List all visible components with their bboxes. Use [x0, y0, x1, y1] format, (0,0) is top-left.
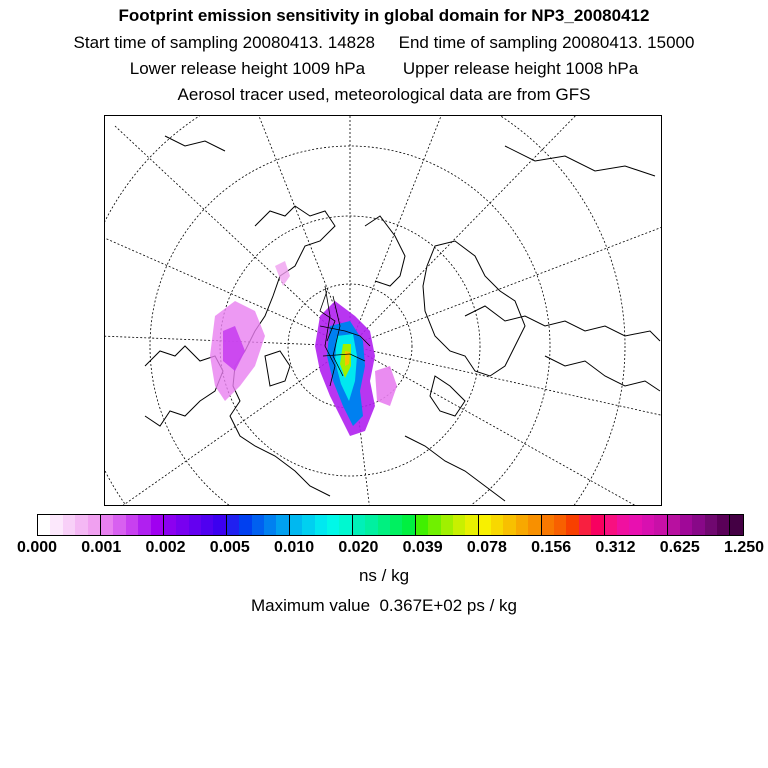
colorbar-swatch [189, 515, 201, 535]
colorbar-swatch [290, 515, 302, 535]
colorbar-swatch [302, 515, 314, 535]
colorbar-tick-label: 1.250 [723, 539, 765, 556]
colorbar-swatch [491, 515, 503, 535]
coast-atlantic [405, 436, 505, 501]
colorbar-tick-label: 0.020 [338, 539, 379, 556]
colorbar-swatch [465, 515, 478, 535]
colorbar-tick-label: 0.000 [16, 539, 58, 556]
colorbar-swatch [441, 515, 453, 535]
colorbar-swatch [453, 515, 465, 535]
colorbar-tick-label: 0.039 [402, 539, 443, 556]
colorbar-swatch [164, 515, 176, 535]
colorbar-swatch [252, 515, 264, 535]
colorbar-swatch [503, 515, 515, 535]
colorbar-swatch [327, 515, 339, 535]
colorbar-swatch [239, 515, 251, 535]
colorbar-swatch [126, 515, 138, 535]
colorbar-swatch [101, 515, 113, 535]
polar-map [105, 116, 661, 505]
colorbar-swatch [315, 515, 327, 535]
colorbar-swatch [276, 515, 289, 535]
colorbar-swatch [339, 515, 352, 535]
max-value-label: Maximum value 0.367E+02 ps / kg [251, 596, 517, 615]
colorbar-swatch [730, 515, 742, 535]
colorbar-swatch [717, 515, 730, 535]
colorbar-swatch [668, 515, 680, 535]
plume-east [375, 366, 397, 406]
colorbar-swatch [428, 515, 440, 535]
colorbar-swatch [151, 515, 164, 535]
colorbar-swatch [479, 515, 491, 535]
colorbar-swatch [416, 515, 428, 535]
colorbar-swatch [680, 515, 692, 535]
coast-alaska [505, 146, 655, 176]
latitude-circles [105, 116, 625, 505]
colorbar-tick-label: 0.156 [531, 539, 572, 556]
colorbar-swatch [402, 515, 415, 535]
coast-siberia [165, 136, 225, 151]
meridian [350, 226, 661, 346]
colorbar-swatch [88, 515, 101, 535]
meridian [350, 116, 585, 346]
meridians [105, 116, 661, 505]
meridian [350, 116, 445, 346]
colorbar-swatch [542, 515, 554, 535]
colorbar-swatch [705, 515, 717, 535]
colorbar-swatch [516, 515, 528, 535]
colorbar-swatch [227, 515, 239, 535]
colorbar-swatch [654, 515, 667, 535]
colorbar-swatch [138, 515, 150, 535]
colorbar-swatch [50, 515, 62, 535]
colorbar-tick-label: 0.010 [274, 539, 315, 556]
chart-title: Footprint emission sensitivity in global domain for NP3_20080412 [118, 6, 650, 25]
colorbar-tick-label: 0.078 [466, 539, 507, 556]
colorbar-swatch [566, 515, 578, 535]
colorbar-swatch [378, 515, 390, 535]
colorbar-swatch [605, 515, 617, 535]
plume-northwest [275, 261, 290, 286]
colorbar-tick-label: 0.005 [209, 539, 250, 556]
colorbar-swatch [554, 515, 566, 535]
colorbar-swatch [213, 515, 226, 535]
colorbar-swatch [629, 515, 641, 535]
colorbar [37, 514, 744, 536]
colorbar-swatch [75, 515, 87, 535]
units-label: ns / kg [358, 566, 410, 585]
colorbar-swatch [365, 515, 377, 535]
colorbar-swatch [591, 515, 604, 535]
map-panel [104, 115, 662, 506]
colorbar-swatch [617, 515, 629, 535]
colorbar-swatch [176, 515, 188, 535]
coast-iceland [430, 376, 465, 416]
coast-greenland [423, 241, 525, 376]
colorbar-swatch [528, 515, 541, 535]
footprint-plume [210, 261, 397, 436]
colorbar-tick-label: 0.001 [81, 539, 122, 556]
colorbar-swatch [38, 515, 50, 535]
release-height-line: Lower release height 1009 hPa Upper release height 1008 hPa [129, 59, 639, 78]
colorbar-swatch [201, 515, 213, 535]
coast-svalbard [365, 216, 405, 286]
colorbar-swatch [390, 515, 402, 535]
colorbar-tick-label: 0.625 [659, 539, 700, 556]
colorbar-swatch [264, 515, 276, 535]
colorbar-swatch [579, 515, 591, 535]
coast-novaya-zemlya [265, 351, 290, 386]
colorbar-tick-label: 0.312 [595, 539, 636, 556]
colorbar-swatch [692, 515, 704, 535]
colorbar-swatch [642, 515, 654, 535]
colorbar-swatch [353, 515, 365, 535]
coast-hudson [545, 356, 660, 391]
colorbar-swatch [63, 515, 75, 535]
coast-canada-arctic [465, 306, 660, 341]
sampling-time-line: Start time of sampling 20080413. 14828 End time of sampling 20080413. 15000 [73, 33, 695, 52]
colorbar-tick-label: 0.002 [145, 539, 186, 556]
tracer-info-line: Aerosol tracer used, meteorological data are from GFS [177, 85, 591, 104]
colorbar-swatch [113, 515, 125, 535]
